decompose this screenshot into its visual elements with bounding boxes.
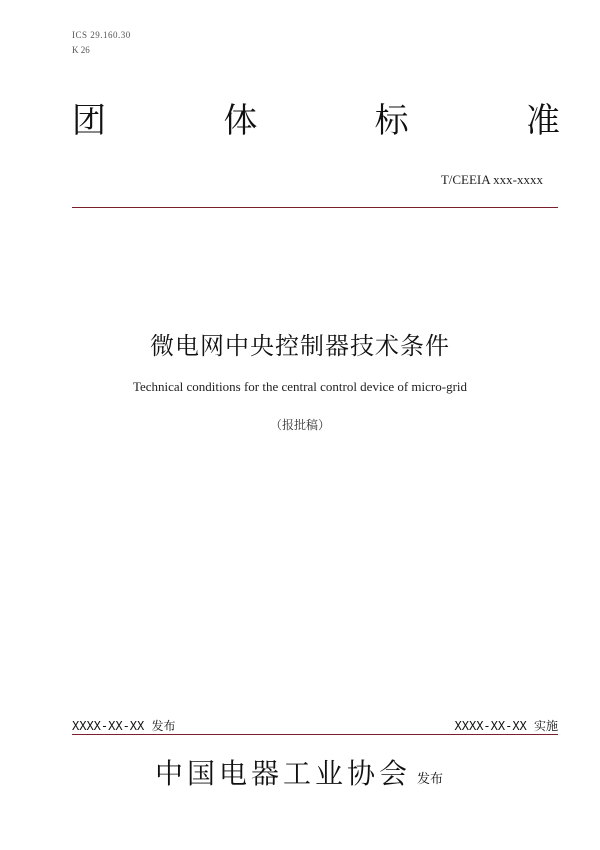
chinese-title: 微电网中央控制器技术条件	[150, 332, 450, 360]
issue-date: XXXX-XX-XX 发布	[72, 719, 176, 733]
standard-type-char: 准	[525, 101, 560, 141]
standard-type-char: 体	[223, 101, 258, 141]
standard-number: T/CEEIA xxx-xxxx	[440, 172, 543, 187]
english-title: Technical conditions for the central control device of micro-grid	[132, 379, 468, 394]
draft-stage-label: （报批稿）	[269, 418, 330, 432]
bottom-divider	[72, 734, 558, 735]
top-divider	[72, 207, 558, 208]
implementation-date: XXXX-XX-XX 实施	[454, 719, 558, 733]
standard-type-char: 标	[374, 101, 409, 141]
standard-type-char: 团	[72, 101, 106, 141]
standard-type-title	[72, 101, 560, 141]
ics-code: ICS 29.160.30	[72, 30, 131, 40]
publisher	[155, 752, 443, 792]
publisher-name: 中国电器工业协会	[155, 757, 412, 790]
ccs-code: K 26	[72, 45, 90, 55]
publisher-suffix: 发布	[417, 772, 444, 787]
